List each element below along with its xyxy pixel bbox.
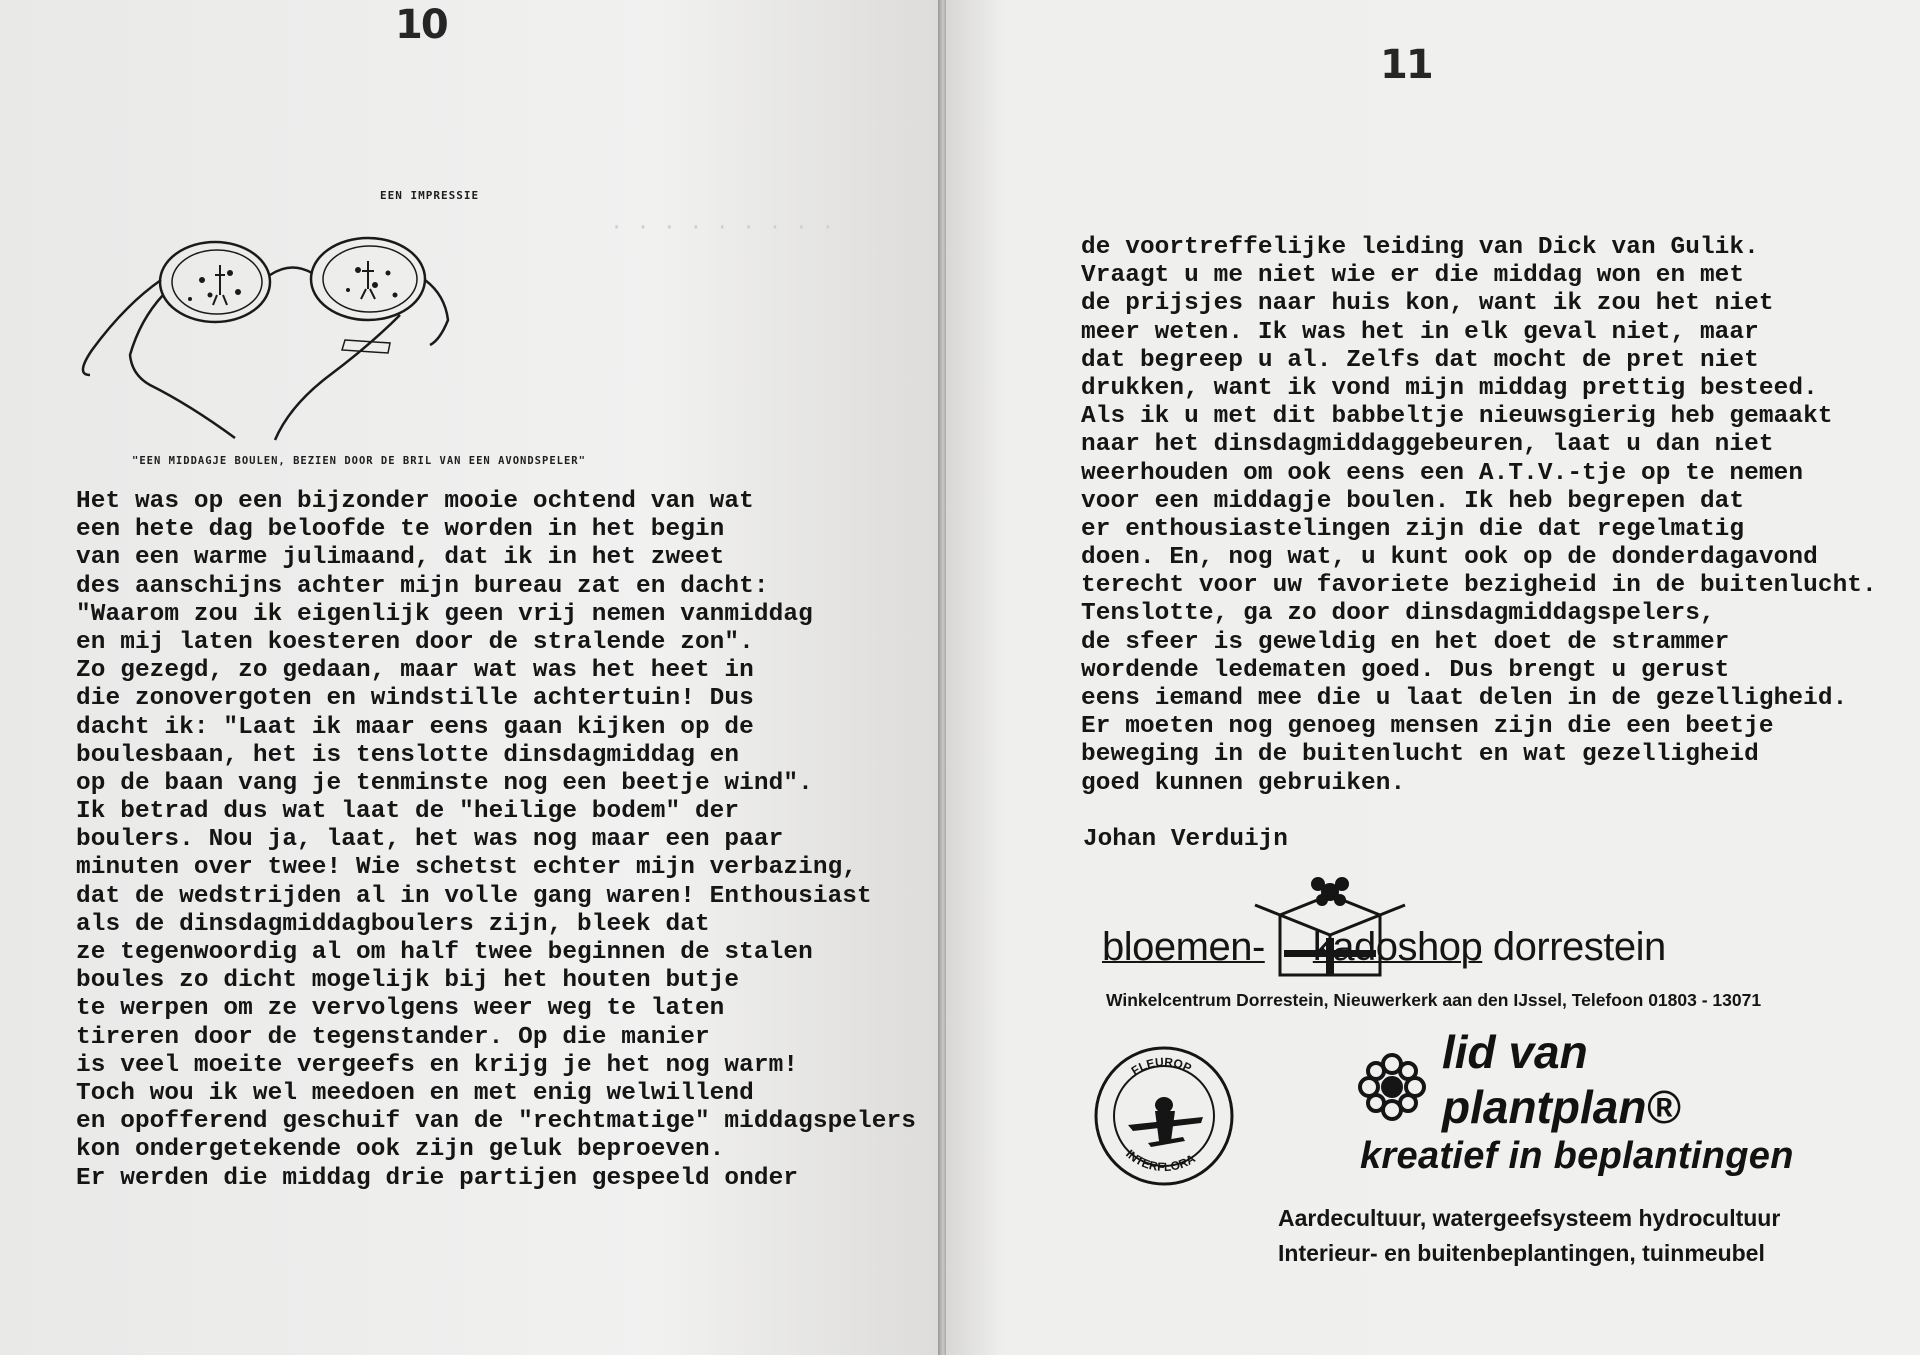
- text-line: goed kunnen gebruiken.: [1081, 769, 1406, 797]
- text-line: ze tegenwoordig al om half twee beginnen de stalen: [76, 939, 813, 966]
- text-line: eens iemand mee die u laat delen in de gezelligheid.: [1081, 685, 1848, 712]
- text-line: als de dinsdagmiddagboulers zijn, bleek dat: [76, 910, 710, 938]
- text-line: dacht ik: "Laat ik maar eens gaan kijken op de: [76, 713, 754, 741]
- text-line: minuten over twee! Wie schetst echter mijn verbazing,: [76, 854, 858, 882]
- svg-text:INTERFLORA: [1123, 1147, 1198, 1174]
- text-line: boulesbaan, het is tenslotte dinsdagmiddag en: [76, 741, 740, 769]
- shop-address: Winkelcentrum Dorrestein, Nieuwerkerk aan den IJssel, Telefoon 01803 - 13071: [1106, 990, 1762, 1010]
- text-line: is veel moeite vergeefs en krijg je het nog warm!: [76, 1051, 799, 1079]
- glasses-illustration: [70, 225, 450, 445]
- text-line: een hete dag beloofde te worden in het begin: [76, 516, 725, 544]
- text-line: voor een middagje boulen. Ik heb begrepen dat: [1081, 487, 1745, 515]
- page-number-right: 11: [1380, 42, 1432, 88]
- text-line: meer weten. Ik was het in elk geval niet, maar: [1081, 318, 1759, 346]
- page-number-left: 10: [395, 2, 447, 48]
- text-line: Er werden die middag drie partijen gespeeld onder: [76, 1164, 799, 1192]
- text-line: drukken, want ik vond mijn middag prettig besteed.: [1081, 374, 1818, 402]
- text-line: naar het dinsdagmiddaggebeuren, laat u dan niet: [1081, 431, 1774, 459]
- services-line1: Aardecultuur, watergeefsysteem hydrocultuur: [1278, 1205, 1781, 1231]
- plantplan-flower-icon: [1355, 1050, 1430, 1125]
- fleurop-bottom-text: INTERFLORA: [1123, 1146, 1198, 1175]
- text-line: Zo gezegd, zo gedaan, maar wat was het heet in: [76, 657, 754, 685]
- text-line: des aanschijns achter mijn bureau zat en dacht:: [76, 572, 769, 600]
- text-line: de prijsjes naar huis kon, want ik zou het niet: [1081, 290, 1774, 318]
- shop-name: [1102, 925, 1666, 970]
- text-line: tireren door de tegenstander. Op die manier: [76, 1023, 710, 1051]
- text-line: Toch wou ik wel meedoen en met enig welwillend: [76, 1079, 754, 1107]
- text-line: kon ondergetekende ook zijn geluk beproeven.: [76, 1136, 725, 1164]
- text-line: en opofferend geschuif van de "rechtmatige" middagspelers: [76, 1108, 916, 1136]
- text-line: boules zo dicht mogelijk bij het houten butje: [76, 967, 740, 995]
- text-line: Het was op een bijzonder mooie ochtend van wat: [76, 488, 754, 515]
- svg-text:FLEUROP: [1129, 1055, 1194, 1078]
- shop-name-part2: kadoshop: [1312, 925, 1483, 969]
- text-line: er enthousiastelingen zijn die dat regelmatig: [1081, 515, 1745, 543]
- shop-name-part1: bloemen-: [1102, 925, 1265, 969]
- text-line: weerhouden om ook eens een A.T.V.-tje op te nemen: [1081, 459, 1804, 487]
- text-line: en mij laten koesteren door de stralende zon".: [76, 628, 754, 656]
- text-line: Ik betrad dus wat laat de "heilige bodem" der: [76, 798, 740, 826]
- right-article-body: [1081, 234, 1877, 798]
- illustration-caption: "EEN MIDDAGJE BOULEN, BEZIEN DOOR DE BRIL VAN EEN AVONDSPELER": [132, 455, 586, 467]
- member-title-line1: lid van: [1442, 1026, 1588, 1078]
- article-heading: EEN IMPRESSIE: [380, 189, 480, 202]
- text-line: doen. En, nog wat, u kunt ook op de donderdagavond: [1081, 544, 1818, 572]
- text-line: dat de wedstrijden al in volle gang waren! Enthousiast: [76, 882, 872, 910]
- plantplan-slogan: kreatief in beplantingen: [1360, 1135, 1794, 1177]
- text-line: de voortreffelijke leiding van Dick van Gulik.: [1081, 234, 1759, 261]
- text-line: terecht voor uw favoriete bezigheid in de buitenlucht.: [1081, 572, 1877, 600]
- text-line: die zonovergoten en windstille achtertuin! Dus: [76, 685, 754, 713]
- text-line: dat begreep u al. Zelfs dat mocht de pret niet: [1081, 346, 1759, 374]
- fleurop-top-text: FLEUROP: [1128, 1054, 1194, 1078]
- member-title-line2: plantplan®: [1442, 1081, 1681, 1133]
- text-line: Tenslotte, ga zo door dinsdagmiddagspelers,: [1081, 600, 1715, 628]
- text-line: boulers. Nou ja, laat, het was nog maar een paar: [76, 826, 784, 854]
- shop-name-part3: dorrestein: [1492, 925, 1666, 969]
- text-line: Er moeten nog genoeg mensen zijn die een beetje: [1081, 713, 1774, 741]
- text-line: Vraagt u me niet wie er die middag won en met: [1081, 262, 1745, 290]
- text-line: beweging in de buitenlucht en wat gezelligheid: [1081, 741, 1759, 769]
- text-line: de sfeer is geweldig en het doet de strammer: [1081, 628, 1730, 656]
- services-line2: Interieur- en buitenbeplantingen, tuinmeubel: [1278, 1240, 1765, 1266]
- text-line: "Waarom zou ik eigenlijk geen vrij nemen vanmiddag: [76, 600, 813, 628]
- text-line: wordende ledematen goed. Dus brengt u gerust: [1081, 656, 1730, 684]
- text-line: Als ik u met dit babbeltje nieuwsgierig heb gemaakt: [1081, 403, 1833, 431]
- text-line: van een warme julimaand, dat ik in het zweet: [76, 544, 725, 572]
- text-line: te werpen om ze vervolgens weer weg te laten: [76, 995, 725, 1023]
- text-line: op de baan vang je tenminste nog een beetje wind".: [76, 769, 813, 797]
- bleed-through-text: · · · · · · · · ·: [610, 215, 835, 240]
- left-article-body: [76, 488, 916, 1193]
- author-name: Johan Verduijn: [1083, 826, 1288, 853]
- fleurop-interflora-logo: [1093, 1045, 1235, 1187]
